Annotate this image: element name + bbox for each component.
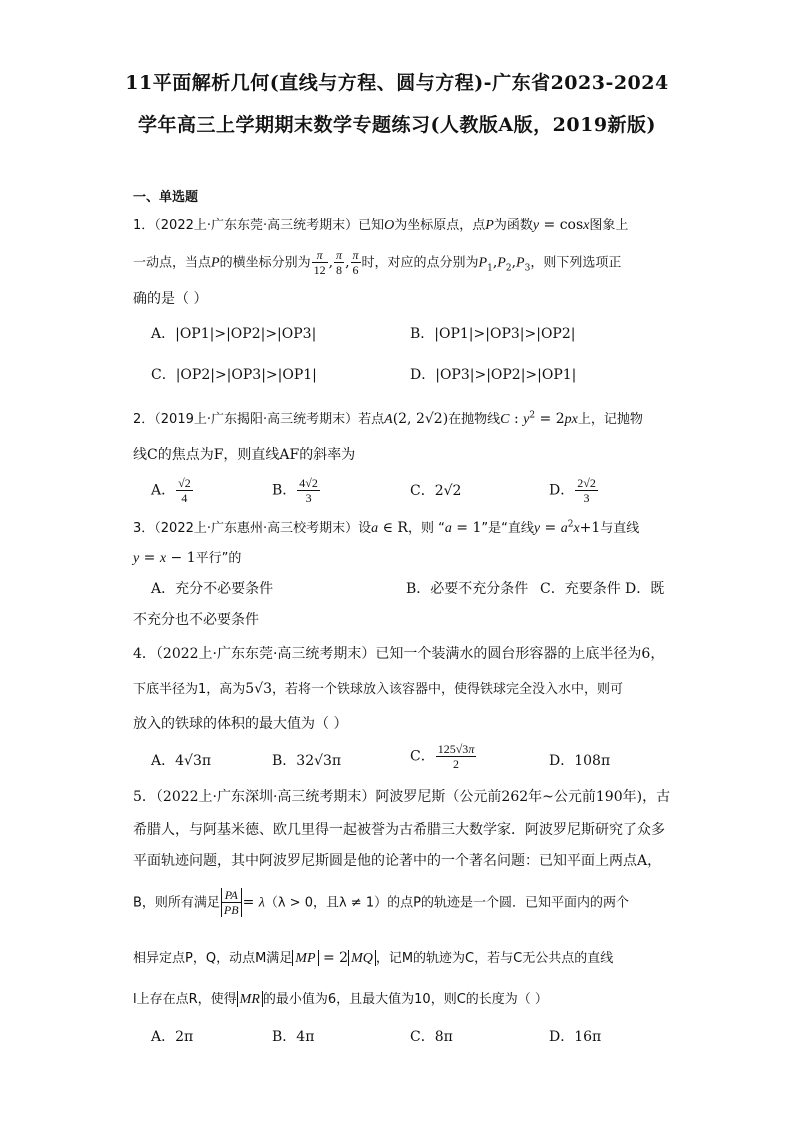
q5-option-a[interactable]: A．2π xyxy=(151,1029,194,1045)
q4-line1: 4．（2022上·广东东莞·高三统考期末）已知一个装满水的圆台形容器的上底半径为6， xyxy=(133,646,665,662)
page-title-line2: 学年高三上学期期末数学专题练习(人教版A版，2019新版) xyxy=(137,114,657,136)
q2-option-c[interactable]: C．2√2 xyxy=(410,483,462,499)
q4-option-a[interactable]: A．4√3π xyxy=(151,753,212,769)
q4-line2: 下底半径为1，高为5√3，若将一个铁球放入该容器中，使得铁球完全没入水中，则可 xyxy=(133,681,624,697)
q2-line1: 2．（2019上·广东揭阳·高三统考期末）若点A(2, 2√2)在抛物线C : $y^2 = 2px$上，记抛物 xyxy=(133,410,643,427)
q5-line4: B，则所有满足 $\frac{PA}{PB}$ = λ（λ > 0，且λ ≠ 1）的点P的轨迹是一个圆．已知平面内的两个 xyxy=(133,888,629,917)
q5-option-b[interactable]: B．4π xyxy=(272,1029,315,1045)
q3-line1: 3．（2022上·广东惠州·高三校考期末）设a ∈ R，则 “a = 1”是“直线$y = a^2x+1$与直线 xyxy=(133,519,640,536)
q3-option-c[interactable]: C．充要条件 xyxy=(540,581,621,597)
q2-option-d[interactable]: D． $\frac{2√2}{3}$ xyxy=(549,476,596,505)
q2-option-a[interactable]: A． $\frac{√2}{4}$ xyxy=(151,476,191,505)
q2-line2: 线C的焦点为F，则直线AF的斜率为 xyxy=(133,447,356,463)
q5-option-c[interactable]: C．8π xyxy=(410,1029,453,1045)
q5-line3: 平面轨迹问题，其中阿波罗尼斯圆是他的论著中的一个著名问题：已知平面上两点A， xyxy=(133,853,662,869)
q5-line6: l上存在点R，使得 MR 的最小值为6，且最大值为10，则C的长度为（ ） xyxy=(133,992,548,1007)
q5-option-d[interactable]: D．16π xyxy=(549,1029,602,1045)
q3-option-d-cont: 不充分也不必要条件 xyxy=(133,612,259,628)
page-title-line1: 11平面解析几何(直线与方程、圆与方程)-广东省2023-2024 xyxy=(125,72,669,94)
q1-option-a[interactable]: A．|OP1|>|OP2|>|OP3| xyxy=(151,326,317,342)
q3-option-a[interactable]: A．充分不必要条件 xyxy=(151,581,274,597)
q4-option-c[interactable]: C． $\frac{125√3\pi}{2}$ xyxy=(410,742,475,771)
q3-line2: y = x − 1平行”的 xyxy=(133,550,242,566)
q1-line3: 确的是（ ） xyxy=(133,291,208,307)
q3-option-d[interactable]: D．既 xyxy=(625,581,665,597)
q5-line5: 相异定点P，Q，动点M满足 MP = 2 MQ ，记M的轨迹为C，若与C无公共点的直线 xyxy=(133,950,614,966)
q1-option-c[interactable]: C．|OP2|>|OP3|>|OP1| xyxy=(151,367,317,383)
q3-option-b[interactable]: B．必要不充分条件 xyxy=(406,581,529,597)
q4-option-d[interactable]: D．108π xyxy=(549,753,611,769)
q5-line1: 5．（2022上·广东深圳·高三统考期末）阿波罗尼斯（公元前262年~公元前190年)，古 xyxy=(133,789,671,805)
q1-option-b[interactable]: B．|OP1|>|OP3|>|OP2| xyxy=(410,326,576,342)
q1-option-d[interactable]: D．|OP3|>|OP2|>|OP1| xyxy=(410,367,577,383)
section-heading: 一、单选题 xyxy=(133,190,199,205)
q2-option-b[interactable]: B． $\frac{4√2}{3}$ xyxy=(272,476,318,505)
q4-option-b[interactable]: B．32√3π xyxy=(272,753,342,769)
q4-line3: 放入的铁球的体积的最大值为（ ） xyxy=(133,716,348,732)
q5-line2: 希腊人，与阿基米德、欧几里得一起被誉为古希腊三大数学家．阿波罗尼斯研究了众多 xyxy=(133,822,665,838)
q1-line1: 1．（2022上·广东东莞·高三统考期末）已知O为坐标原点，点P为函数y = cosx图象上 xyxy=(133,217,629,233)
q1-line2: 一动点，当点P的横坐标分别为 $\frac{\pi}{12}$ , $\frac{\pi}{8}$ , $\frac{\pi}{6}$ 时，对应的点分别为$P_1,P_2,P_3$，则下列选项正 xyxy=(133,248,622,277)
